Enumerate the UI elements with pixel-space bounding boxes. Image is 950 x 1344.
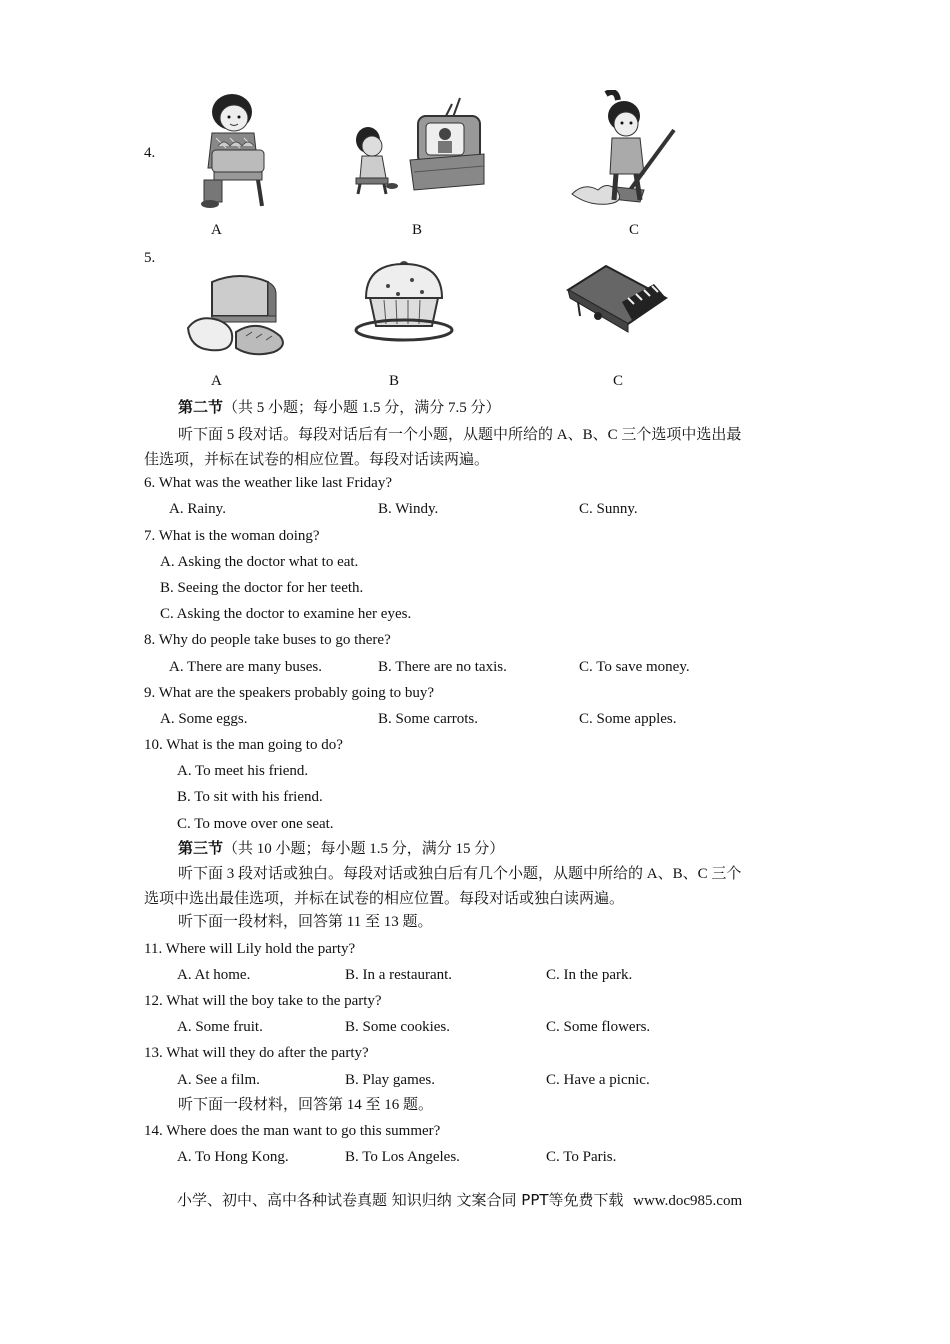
q5-label-b: B [389,373,400,389]
q10-option-b: B. To sit with his friend. [177,789,323,805]
q12-option-a: A. Some fruit. [177,1019,263,1035]
section3-title-rest: （共 10 小题；每小题 1.5 分，满分 15 分） [223,841,505,857]
q12-question: 12. What will the boy take to the party? [144,993,382,1009]
section2-title-rest: （共 5 小题；每小题 1.5 分，满分 7.5 分） [223,400,501,416]
q14-option-a: A. To Hong Kong. [177,1149,289,1165]
q12-option-c: C. Some flowers. [546,1019,651,1035]
section3-sub2: 听下面一段材料，回答第 14 至 16 题。 [178,1097,434,1113]
section3-heading [178,839,504,859]
q8-question: 8. Why do people take buses to go there? [144,632,391,648]
q4-number: 4. [144,145,156,161]
section2-instr-line2: 佳选项，并标在试卷的相应位置。每段对话读两遍。 [144,452,490,468]
girl-sweeping-icon [566,90,690,214]
q14-option-c: C. To Paris. [546,1149,617,1165]
q14-question: 14. Where does the man want to go this summer? [144,1123,441,1139]
q9-question: 9. What are the speakers probably going to buy? [144,685,435,701]
section2-heading [178,398,501,418]
section3-instr-line1: 听下面 3 段对话或独白。每段对话或独白后有几个小题，从题中所给的 A、B、C 三个 [178,866,742,882]
q14-option-b: B. To Los Angeles. [345,1149,460,1165]
q6-option-b: B. Windy. [378,501,439,517]
q11-option-a: A. At home. [177,967,251,983]
cupcake-icon [352,256,456,344]
q13-option-a: A. See a film. [177,1072,260,1088]
q6-option-c: C. Sunny. [579,501,638,517]
q6-option-a: A. Rainy. [169,501,226,517]
girl-watching-tv-icon [352,94,488,198]
q4-label-c: C [629,222,640,238]
q11-option-b: B. In a restaurant. [345,967,453,983]
q10-question: 10. What is the man going to do? [144,737,343,753]
q10-option-a: A. To meet his friend. [177,763,309,779]
girl-washing-clothes-icon [168,88,278,216]
section2-title: 第二节 [178,400,224,416]
q8-option-a: A. There are many buses. [169,659,323,675]
q12-option-b: B. Some cookies. [345,1019,450,1035]
q9-option-c: C. Some apples. [579,711,677,727]
q11-question: 11. Where will Lily hold the party? [144,941,356,957]
q11-option-c: C. In the park. [546,967,633,983]
section3-instr-line2: 选项中选出最佳选项，并标在试卷的相应位置。每段对话或独白读两遍。 [144,891,625,907]
q13-question: 13. What will they do after the party? [144,1045,369,1061]
q4-label-b: B [412,222,423,238]
footer-text: 小学、初中、高中各种试卷真题 知识归纳 文案合同 PPT等免费下载 [177,1191,624,1209]
q6-question: 6. What was the weather like last Friday? [144,475,392,491]
section3-title: 第三节 [178,841,224,857]
q5-label-a: A [211,373,222,389]
section2-instr-line1: 听下面 5 段对话。每段对话后有一个小题，从题中所给的 A、B、C 三个选项中选出最 [178,427,742,443]
footer [177,1190,742,1211]
bread-icon [182,272,286,356]
q7-option-c: C. Asking the doctor to examine her eyes. [160,606,412,622]
chocolate-bar-icon [562,262,672,338]
q9-option-a: A. Some eggs. [160,711,248,727]
section3-sub1: 听下面一段材料，回答第 11 至 13 题。 [178,914,433,930]
footer-url[interactable]: www.doc985.com [633,1193,743,1209]
q4-label-a: A [211,222,222,238]
q8-option-c: C. To save money. [579,659,690,675]
q8-option-b: B. There are no taxis. [378,659,507,675]
q7-question: 7. What is the woman doing? [144,528,320,544]
q5-label-c: C [613,373,624,389]
q13-option-c: C. Have a picnic. [546,1072,650,1088]
q5-number: 5. [144,250,156,266]
q10-option-c: C. To move over one seat. [177,816,334,832]
q13-option-b: B. Play games. [345,1072,435,1088]
q7-option-a: A. Asking the doctor what to eat. [160,554,359,570]
q9-option-b: B. Some carrots. [378,711,478,727]
q7-option-b: B. Seeing the doctor for her teeth. [160,580,364,596]
